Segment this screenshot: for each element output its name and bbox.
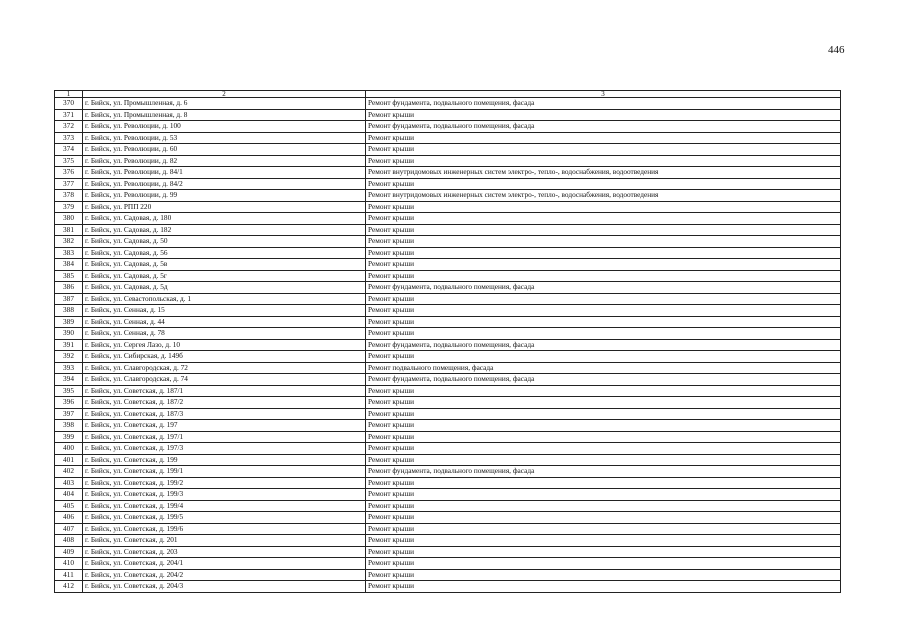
table-row xyxy=(55,190,841,202)
row-number: 376 xyxy=(55,167,83,179)
address-cell: г. Бийск, ул. Садовая, д. 5г xyxy=(83,270,366,282)
work-type-cell: Ремонт крыши xyxy=(366,293,841,305)
address-cell: г. Бийск, ул. Сенная, д. 15 xyxy=(83,305,366,317)
work-type-cell: Ремонт крыши xyxy=(366,420,841,432)
column-header-number: 1 xyxy=(55,91,83,98)
address-cell: г. Бийск, ул. Садовая, д. 180 xyxy=(83,213,366,225)
table-row xyxy=(55,270,841,282)
table-row xyxy=(55,167,841,179)
table-row xyxy=(55,132,841,144)
work-type-cell: Ремонт крыши xyxy=(366,155,841,167)
address-cell: г. Бийск, ул. Советская, д. 187/1 xyxy=(83,385,366,397)
table-row xyxy=(55,98,841,110)
table-body xyxy=(55,91,841,593)
row-number: 392 xyxy=(55,351,83,363)
work-type-cell: Ремонт крыши xyxy=(366,259,841,271)
table-row xyxy=(55,374,841,386)
work-type-cell: Ремонт крыши xyxy=(366,489,841,501)
address-cell: г. Бийск, ул. Садовая, д. 5д xyxy=(83,282,366,294)
address-cell: г. Бийск, ул. Садовая, д. 50 xyxy=(83,236,366,248)
row-number: 381 xyxy=(55,224,83,236)
address-cell: г. Бийск, ул. Советская, д. 197 xyxy=(83,420,366,432)
address-cell: г. Бийск, ул. Славгородская, д. 72 xyxy=(83,362,366,374)
address-cell: г. Бийск, ул. Советская, д. 197/1 xyxy=(83,431,366,443)
table-row xyxy=(55,362,841,374)
work-type-cell: Ремонт крыши xyxy=(366,213,841,225)
row-number: 372 xyxy=(55,121,83,133)
row-number: 398 xyxy=(55,420,83,432)
work-type-cell: Ремонт крыши xyxy=(366,535,841,547)
address-cell: г. Бийск, ул. Севастопольская, д. 1 xyxy=(83,293,366,305)
row-number: 412 xyxy=(55,581,83,593)
work-type-cell: Ремонт крыши xyxy=(366,558,841,570)
address-cell: г. Бийск, ул. Советская, д. 187/3 xyxy=(83,408,366,420)
table-row xyxy=(55,512,841,524)
table-row xyxy=(55,339,841,351)
address-cell: г. Бийск, ул. Промышленная, д. 6 xyxy=(83,98,366,110)
work-type-cell: Ремонт крыши xyxy=(366,477,841,489)
row-number: 407 xyxy=(55,523,83,535)
table-row xyxy=(55,109,841,121)
table-row xyxy=(55,569,841,581)
address-cell: г. Бийск, ул. Революции, д. 82 xyxy=(83,155,366,167)
work-type-cell: Ремонт крыши xyxy=(366,397,841,409)
address-cell: г. Бийск, ул. Советская, д. 197/3 xyxy=(83,443,366,455)
address-cell: г. Бийск, ул. Славгородская, д. 74 xyxy=(83,374,366,386)
table-row xyxy=(55,466,841,478)
work-type-cell: Ремонт фундамента, подвального помещения, фасада xyxy=(366,282,841,294)
work-type-cell: Ремонт крыши xyxy=(366,144,841,156)
address-cell: г. Бийск, ул. Революции, д. 84/1 xyxy=(83,167,366,179)
row-number: 373 xyxy=(55,132,83,144)
address-cell: г. Бийск, ул. Садовая, д. 5в xyxy=(83,259,366,271)
work-type-cell: Ремонт крыши xyxy=(366,316,841,328)
work-type-cell: Ремонт крыши xyxy=(366,236,841,248)
work-type-cell: Ремонт крыши xyxy=(366,500,841,512)
table-row xyxy=(55,523,841,535)
row-number: 395 xyxy=(55,385,83,397)
row-number: 393 xyxy=(55,362,83,374)
address-cell: г. Бийск, ул. Садовая, д. 56 xyxy=(83,247,366,259)
table-row xyxy=(55,443,841,455)
address-cell: г. Бийск, ул. Советская, д. 199/4 xyxy=(83,500,366,512)
row-number: 409 xyxy=(55,546,83,558)
table-row xyxy=(55,282,841,294)
repair-list-table xyxy=(54,90,841,593)
work-type-cell: Ремонт внутридомовых инженерных систем электро-, тепло-, водоснабжения, водоотведения xyxy=(366,167,841,179)
row-number: 391 xyxy=(55,339,83,351)
table-row xyxy=(55,201,841,213)
row-number: 386 xyxy=(55,282,83,294)
address-cell: г. Бийск, ул. Советская, д. 204/3 xyxy=(83,581,366,593)
row-number: 379 xyxy=(55,201,83,213)
address-cell: г. Бийск, ул. Промышленная, д. 8 xyxy=(83,109,366,121)
row-number: 397 xyxy=(55,408,83,420)
row-number: 389 xyxy=(55,316,83,328)
table-row xyxy=(55,328,841,340)
work-type-cell: Ремонт крыши xyxy=(366,569,841,581)
table-header-row xyxy=(55,91,841,98)
table-row xyxy=(55,247,841,259)
work-type-cell: Ремонт фундамента, подвального помещения, фасада xyxy=(366,374,841,386)
table-row xyxy=(55,500,841,512)
row-number: 402 xyxy=(55,466,83,478)
row-number: 394 xyxy=(55,374,83,386)
table-row xyxy=(55,558,841,570)
work-type-cell: Ремонт крыши xyxy=(366,328,841,340)
work-type-cell: Ремонт фундамента, подвального помещения, фасада xyxy=(366,121,841,133)
work-type-cell: Ремонт крыши xyxy=(366,454,841,466)
row-number: 410 xyxy=(55,558,83,570)
row-number: 378 xyxy=(55,190,83,202)
row-number: 403 xyxy=(55,477,83,489)
address-cell: г. Бийск, ул. Садовая, д. 182 xyxy=(83,224,366,236)
address-cell: г. Бийск, ул. Советская, д. 199/5 xyxy=(83,512,366,524)
work-type-cell: Ремонт крыши xyxy=(366,109,841,121)
row-number: 375 xyxy=(55,155,83,167)
address-cell: г. Бийск, ул. Советская, д. 201 xyxy=(83,535,366,547)
work-type-cell: Ремонт крыши xyxy=(366,247,841,259)
row-number: 377 xyxy=(55,178,83,190)
address-cell: г. Бийск, ул. Советская, д. 199 xyxy=(83,454,366,466)
work-type-cell: Ремонт крыши xyxy=(366,385,841,397)
row-number: 371 xyxy=(55,109,83,121)
address-cell: г. Бийск, ул. Революции, д. 84/2 xyxy=(83,178,366,190)
row-number: 382 xyxy=(55,236,83,248)
row-number: 404 xyxy=(55,489,83,501)
table-row xyxy=(55,224,841,236)
work-type-cell: Ремонт крыши xyxy=(366,546,841,558)
table-row xyxy=(55,351,841,363)
work-type-cell: Ремонт крыши xyxy=(366,305,841,317)
work-type-cell: Ремонт крыши xyxy=(366,132,841,144)
table-row xyxy=(55,178,841,190)
work-type-cell: Ремонт крыши xyxy=(366,408,841,420)
table-row xyxy=(55,213,841,225)
address-cell: г. Бийск, ул. Революции, д. 60 xyxy=(83,144,366,156)
work-type-cell: Ремонт крыши xyxy=(366,224,841,236)
table-row xyxy=(55,305,841,317)
row-number: 387 xyxy=(55,293,83,305)
address-cell: г. Бийск, ул. Сенная, д. 78 xyxy=(83,328,366,340)
table-row xyxy=(55,535,841,547)
work-type-cell: Ремонт фундамента, подвального помещения, фасада xyxy=(366,339,841,351)
table-row xyxy=(55,236,841,248)
page-number: 446 xyxy=(828,44,845,56)
column-header-work: 3 xyxy=(366,91,841,98)
row-number: 390 xyxy=(55,328,83,340)
address-cell: г. Бийск, ул. Советская, д. 203 xyxy=(83,546,366,558)
work-type-cell: Ремонт крыши xyxy=(366,431,841,443)
address-cell: г. Бийск, ул. Революции, д. 53 xyxy=(83,132,366,144)
work-type-cell: Ремонт фундамента, подвального помещения, фасада xyxy=(366,98,841,110)
table-row xyxy=(55,259,841,271)
row-number: 374 xyxy=(55,144,83,156)
work-type-cell: Ремонт крыши xyxy=(366,581,841,593)
table-row xyxy=(55,581,841,593)
row-number: 405 xyxy=(55,500,83,512)
row-number: 384 xyxy=(55,259,83,271)
work-type-cell: Ремонт крыши xyxy=(366,523,841,535)
row-number: 388 xyxy=(55,305,83,317)
address-cell: г. Бийск, ул. Советская, д. 204/2 xyxy=(83,569,366,581)
address-cell: г. Бийск, ул. Сибирская, д. 149б xyxy=(83,351,366,363)
row-number: 370 xyxy=(55,98,83,110)
table-row xyxy=(55,477,841,489)
work-type-cell: Ремонт внутридомовых инженерных систем электро-, тепло-, водоснабжения, водоотведения xyxy=(366,190,841,202)
address-cell: г. Бийск, ул. Революции, д. 100 xyxy=(83,121,366,133)
table-row xyxy=(55,431,841,443)
work-type-cell: Ремонт крыши xyxy=(366,270,841,282)
row-number: 406 xyxy=(55,512,83,524)
work-type-cell: Ремонт крыши xyxy=(366,512,841,524)
table-row xyxy=(55,385,841,397)
table-row xyxy=(55,397,841,409)
address-cell: г. Бийск, ул. Советская, д. 199/1 xyxy=(83,466,366,478)
row-number: 383 xyxy=(55,247,83,259)
address-cell: г. Бийск, ул. Советская, д. 199/3 xyxy=(83,489,366,501)
table-row xyxy=(55,293,841,305)
column-header-address: 2 xyxy=(83,91,366,98)
work-type-cell: Ремонт крыши xyxy=(366,351,841,363)
row-number: 408 xyxy=(55,535,83,547)
row-number: 400 xyxy=(55,443,83,455)
work-type-cell: Ремонт крыши xyxy=(366,201,841,213)
work-type-cell: Ремонт фундамента, подвального помещения, фасада xyxy=(366,466,841,478)
address-cell: г. Бийск, ул. Советская, д. 204/1 xyxy=(83,558,366,570)
row-number: 385 xyxy=(55,270,83,282)
table-row xyxy=(55,155,841,167)
row-number: 401 xyxy=(55,454,83,466)
table-row xyxy=(55,121,841,133)
work-type-cell: Ремонт подвального помещения, фасада xyxy=(366,362,841,374)
row-number: 380 xyxy=(55,213,83,225)
address-cell: г. Бийск, ул. Советская, д. 199/6 xyxy=(83,523,366,535)
table-row xyxy=(55,546,841,558)
work-type-cell: Ремонт крыши xyxy=(366,443,841,455)
address-cell: г. Бийск, ул. Сенная, д. 44 xyxy=(83,316,366,328)
row-number: 411 xyxy=(55,569,83,581)
address-cell: г. Бийск, ул. Сергея Лазо, д. 10 xyxy=(83,339,366,351)
table-row xyxy=(55,408,841,420)
table-row xyxy=(55,144,841,156)
address-cell: г. Бийск, ул. РПП 220 xyxy=(83,201,366,213)
address-cell: г. Бийск, ул. Советская, д. 187/2 xyxy=(83,397,366,409)
table-row xyxy=(55,420,841,432)
address-cell: г. Бийск, ул. Советская, д. 199/2 xyxy=(83,477,366,489)
row-number: 396 xyxy=(55,397,83,409)
address-cell: г. Бийск, ул. Революции, д. 99 xyxy=(83,190,366,202)
table-row xyxy=(55,454,841,466)
row-number: 399 xyxy=(55,431,83,443)
table-row xyxy=(55,489,841,501)
work-type-cell: Ремонт крыши xyxy=(366,178,841,190)
table-row xyxy=(55,316,841,328)
